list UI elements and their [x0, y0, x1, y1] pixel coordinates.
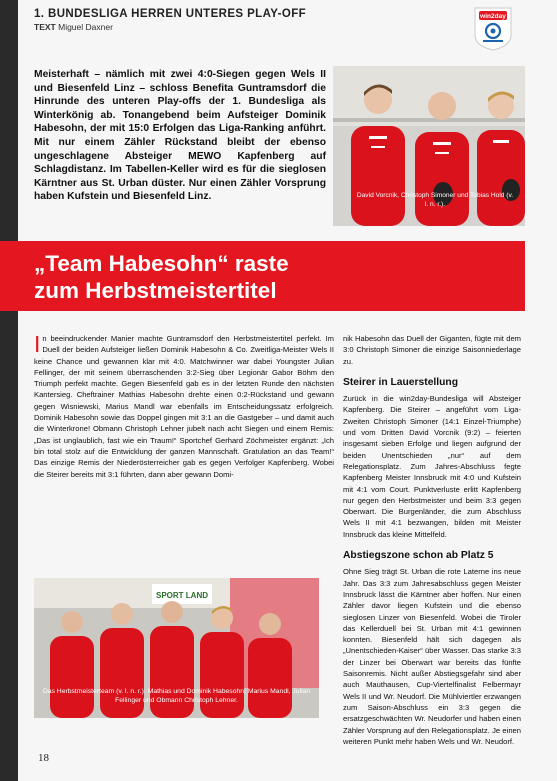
col2-continuation: nik Habesohn das Duell der Giganten, fügte mit dem 3:0 Christoph Simoner die einzige Saisonniederlage zu.	[343, 334, 521, 366]
photo2-caption: Das Herbstmeisterteam (v. l. n. r.): Mathias und Dominik Habesohn, Marius Mandl, Julian Fellinger und Obmann Christoph Lehner.	[42, 688, 311, 704]
article-headline	[34, 250, 514, 304]
win2day-league-logo	[470, 5, 516, 51]
author-label: TEXT	[34, 22, 56, 32]
col1-paragraph	[34, 333, 334, 480]
photo1-caption: David Vorcnik, Christoph Simoner und Tobias Hold (v. l. n. r.).	[356, 192, 514, 208]
body-column-1	[34, 333, 334, 480]
author-line	[34, 22, 113, 32]
col1-text: n beeindruckender Manier machte Guntramsdorf den Herbstmeistertitel perfekt. Im Duell der beiden Aufsteiger ließen Dominik Habesohn & Co. Zweitliga-Meister Wels II keine Chance und gewannen klar mit 4:0. Matchwinner war dabei Youngster Julian Fellinger, der mit seinem überraschenden 3:2-Sieg über Legionär Gabor Böhm den Triumph perfekt machte. Gegen Biesenfeld gab es in der letzten Runde den nächsten Kantersieg. Cheftrainer Mathias Habesohn drehte einen 0:2-Rückstand und gewann gegen Wisniewski, Marius Mandl war ebenfalls im Entscheidungssatz erfolgreich. Dominik Habesohn sowie das Doppel gingen mit 3:1 an die Gastgeber – und damit auch die Winterkrone! Obmann Christoph Lehner jubelt nach acht Siegen und einem Remis: „Das ist unglaublich, fast wie ein Traum!“ Sportchef Gerhard Zöchmeister ergänzt: „Ich bin total stolz auf die Entwicklung der ganzen Mannschaft. Gratulation an das Team!“ Das einzige Remis der Niederösterreicher gab es gegen Verfolger Kapfenberg. Wobei die Steirer bereits mit 3:1 führten, dann aber gewann Domi-	[34, 334, 334, 479]
left-page-edge	[0, 0, 18, 781]
banner-text: SPORT LAND	[156, 591, 208, 600]
section-kicker: 1. BUNDESLIGA HERREN UNTERES PLAY-OFF	[34, 8, 307, 20]
intro-paragraph: Meisterhaft – nämlich mit zwei 4:0-Siegen gegen Wels II und Biesenfeld Linz – schloss Benefita Guntramsdorf die Hinrunde des unteren Play-offs der 1. Bundesliga als Winterkönig ab. Tonangebend beim Aufsteiger Dominik Habesohn, der mit 15:0 Erfolgen das Liga-Ranking anführt. Mit nur einem Zähler Rückstand bleibt der ebenso ungeschlagene Absteiger MEWO Kapfenberg auf Schlagdistanz. Im Tabellen-Keller wird es für die sieglosen Kärntner aus St. Urban düster. Nur einen Zähler Vorsprung haben Kufstein und Biesenfeld Linz.	[34, 69, 326, 203]
col2-paragraph-3: Ohne Sieg trägt St. Urban die rote Laterne ins neue Jahr. Das 3:3 zum Jahresabschluss gegen Meister Innsbruck lässt die Kärntner aber hoffen. Nur einen Zähler davor liegen Kufstein und die ebenso sieglosen Linzer von Biesenfeld. Wobei die Tiroler das Kellerduell bei St. Urban mit 4:1 gewinnen konnten. Biesenfeld hält sich dagegen als „Unentschieden-Kaiser“ über Wasser. Das starke 3:3 der Linzer bei Oberwart war bereits das fünfte Saisonremis. Nicht außer Abstiegsgefahr sind aber auch Mauthausen, Cup-Viertelfinalist Felbermayr Wels II und Wr. Neudorf. Die Mühlviertler erzwangen zum Saison-Abschluss ein 3:3 gegen die ersatzgeschwächten Wr. Neudorfer und haben einen Zähler Vorsprung auf den Relegationsplatz. Je einen weiteren Punkt mehr haben Wels und Wr. Neudorf.	[343, 567, 521, 746]
logo-text: win2day	[480, 13, 506, 21]
drop-cap: I	[34, 331, 41, 357]
body-column-2	[343, 333, 521, 747]
subheading-steirer: Steirer in Lauerstellung	[343, 376, 459, 388]
headline-line-1: „Team Habesohn“ raste	[34, 251, 289, 276]
author-name: Miguel Daxner	[58, 22, 113, 32]
col2-paragraph-2: Zurück in die win2day-Bundesliga will Absteiger Kapfenberg. Die Steirer – angeführt vom Liga-Zweiten Christoph Simoner (14:1 Einzel-Triumphe) und vom Dritten David Vorcnik (9:2) – feierten insgesamt sieben Erfolge und liegen aufgrund der beiden Unentschieden „nur“ auf dem Relegationsplatz. Zum Jahres-Abschluss fegte Kapfenberg Meister Innsbruck mit 4:0 und Kufstein mit 4:1 vom Court. Punktverluste erlitt Kapfenberg nur gegen den Herbstmeister und beim 3:3 gegen Oberwart. Die Burgenländer, die zum Abschluss Wels II mit 4:1 bezwangen, bilden mit Meister Innsbruck das kleine Mittelfeld.	[343, 394, 521, 539]
subheading-abstiegszone: Abstiegszone schon ab Platz 5	[343, 550, 494, 562]
headline-line-2: zum Herbstmeistertitel	[34, 278, 277, 303]
page-number: 18	[38, 752, 49, 764]
